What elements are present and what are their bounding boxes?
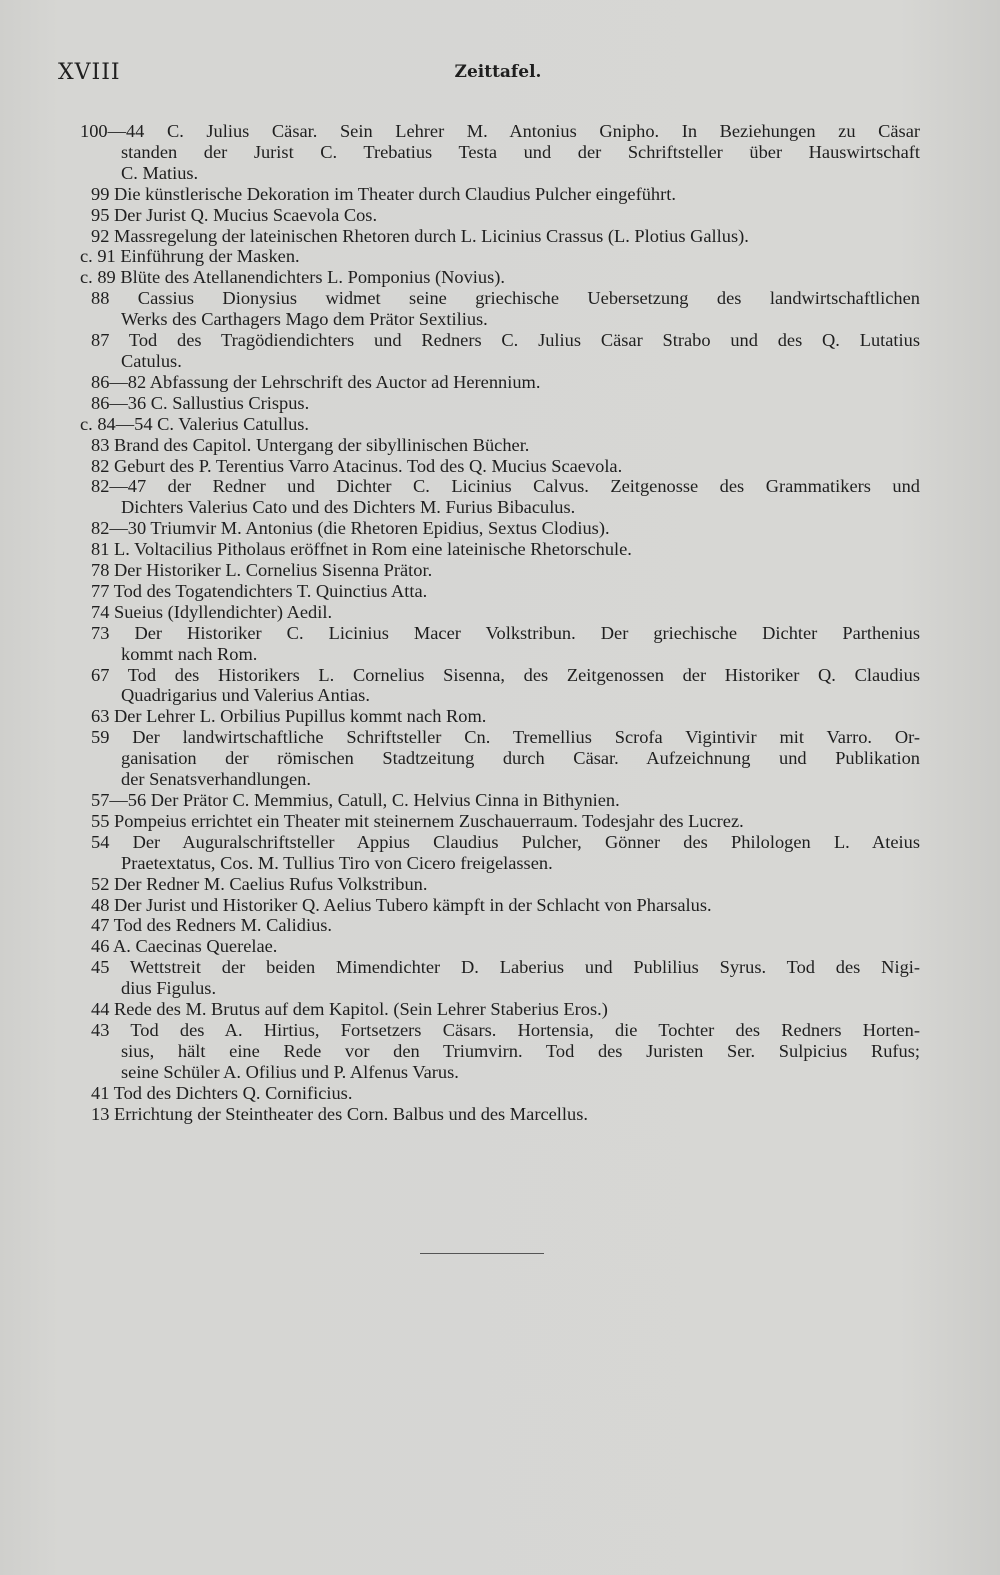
entry-line: 77 Tod des Togatendichters T. Quinctius Atta. bbox=[91, 580, 428, 601]
timeline-entries bbox=[80, 121, 920, 1125]
timeline-entry bbox=[80, 246, 920, 267]
entry-line: 41 Tod des Dichters Q. Cornificius. bbox=[91, 1082, 353, 1103]
timeline-entry bbox=[80, 476, 920, 518]
entry-continuation-line: kommt nach Rom. bbox=[121, 643, 258, 664]
entry-line: 82—30 Triumvir M. Antonius (die Rhetoren Epidius, Sextus Clodius). bbox=[91, 518, 610, 539]
timeline-entry bbox=[80, 1083, 920, 1104]
page-header bbox=[58, 60, 938, 92]
entry-line: 82 Geburt des P. Terentius Varro Atacinus. Tod des Q. Mucius Scaevola. bbox=[91, 455, 623, 476]
entry-continuation-line: Dichters Valerius Cato und des Dichters M. Furius Bibaculus. bbox=[121, 497, 576, 518]
entry-line: 95 Der Jurist Q. Mucius Scaevola Cos. bbox=[91, 204, 378, 225]
entry-line: 47 Tod des Redners M. Calidius. bbox=[91, 915, 333, 936]
timeline-entry bbox=[80, 915, 920, 936]
timeline-entry bbox=[80, 957, 920, 999]
entry-line: 57—56 Der Prätor C. Memmius, Catull, C. Helvius Cinna in Bithynien. bbox=[91, 790, 620, 810]
timeline-entry bbox=[80, 414, 920, 435]
entry-continuation-line: standen der Jurist C. Trebatius Testa und der Schriftsteller über Hauswirtschaft bbox=[121, 141, 920, 162]
entry-line: c. 91 Einführung der Masken. bbox=[80, 246, 300, 267]
timeline-entry bbox=[80, 999, 920, 1020]
timeline-entry bbox=[80, 435, 920, 456]
timeline-entry bbox=[80, 936, 920, 957]
timeline-entry bbox=[80, 393, 920, 414]
entry-continuation-line: Praetextatus, Cos. M. Tullius Tiro von Cicero freigelassen. bbox=[121, 852, 553, 873]
timeline-entry bbox=[80, 1020, 920, 1083]
entry-continuation-line: dius Figulus. bbox=[121, 978, 217, 999]
timeline-entry bbox=[80, 832, 920, 874]
timeline-entry bbox=[80, 665, 920, 707]
entry-continuation-line: sius, hält eine Rede vor den Triumvirn. Tod des Juristen Ser. Sulpicius Rufus; bbox=[121, 1040, 920, 1061]
timeline-entry bbox=[80, 790, 920, 811]
entry-line: 55 Pompeius errichtet ein Theater mit steinernem Zuschauerraum. Todesjahr des Lucrez. bbox=[91, 810, 744, 831]
running-title: Zeittafel. bbox=[454, 62, 542, 82]
entry-continuation-line: der Senatsverhandlungen. bbox=[121, 769, 311, 790]
entry-line: 63 Der Lehrer L. Orbilius Pupillus kommt nach Rom. bbox=[91, 706, 487, 727]
entry-line: 52 Der Redner M. Caelius Rufus Volkstribun. bbox=[91, 873, 428, 894]
entry-line: 46 A. Caecinas Querelae. bbox=[91, 936, 278, 957]
entry-line: 83 Brand des Capitol. Untergang der sibyllinischen Bücher. bbox=[91, 434, 530, 455]
entry-line: 86—82 Abfassung der Lehrschrift des Auctor ad Herennium. bbox=[91, 371, 541, 392]
entry-line: 67 Tod des Historikers L. Cornelius Sisenna, des Zeitgenossen der Historiker Q. Claudius bbox=[91, 664, 920, 685]
closing-rule bbox=[420, 1253, 544, 1254]
entry-line: 92 Massregelung der lateinischen Rhetoren durch L. Licinius Crassus (L. Plotius Gallus). bbox=[91, 225, 749, 246]
timeline-entry bbox=[80, 226, 920, 247]
entry-line: 86—36 C. Sallustius Crispus. bbox=[91, 392, 310, 413]
entry-line: 87 Tod des Tragödiendichters und Redners C. Julius Cäsar Strabo und des Q. Lutatius bbox=[91, 330, 920, 351]
timeline-entry bbox=[80, 205, 920, 226]
timeline-entry bbox=[80, 267, 920, 288]
entry-line: 48 Der Jurist und Historiker Q. Aelius Tubero kämpft in der Schlacht von Pharsalus. bbox=[91, 894, 712, 915]
entry-line: 99 Die künstlerische Dekoration im Theater durch Claudius Pulcher eingeführt. bbox=[91, 183, 676, 204]
entry-continuation-line: Werks des Carthagers Mago dem Prätor Sextilius. bbox=[121, 309, 488, 330]
timeline-entry bbox=[80, 330, 920, 372]
entry-continuation-line: seine Schüler A. Ofilius und P. Alfenus Varus. bbox=[121, 1061, 459, 1082]
timeline-entry bbox=[80, 456, 920, 477]
entry-line: 81 L. Voltacilius Pitholaus eröffnet in Rom eine lateinische Rhetorschule. bbox=[91, 539, 632, 560]
timeline-entry bbox=[80, 539, 920, 560]
timeline-entry bbox=[80, 895, 920, 916]
entry-line: 88 Cassius Dionysius widmet seine griechische Uebersetzung des landwirtschaftlichen bbox=[91, 288, 920, 309]
entry-line: 74 Sueius (Idyllendichter) Aedil. bbox=[91, 601, 333, 622]
timeline-entry bbox=[80, 727, 920, 790]
entry-continuation-line: Quadrigarius und Valerius Antias. bbox=[121, 685, 370, 706]
timeline-entry bbox=[80, 623, 920, 665]
entry-line: 73 Der Historiker C. Licinius Macer Volkstribun. Der griechische Dichter Parthenius bbox=[91, 622, 920, 643]
timeline-entry bbox=[80, 372, 920, 393]
entry-line: 82—47 der Redner und Dichter C. Licinius Calvus. Zeitgenosse des Grammatikers und bbox=[91, 476, 920, 497]
entry-line: c. 89 Blüte des Atellanendichters L. Pomponius (Novius). bbox=[80, 267, 505, 288]
entry-line: 59 Der landwirtschaftliche Schriftsteller Cn. Tremellius Scrofa Vigintivir mit Varro. Or- bbox=[91, 727, 920, 748]
timeline-entry bbox=[80, 560, 920, 581]
timeline-entry bbox=[80, 874, 920, 895]
entry-line: 13 Errichtung der Steintheater des Corn. Balbus und des Marcellus. bbox=[91, 1103, 588, 1124]
entry-line: 54 Der Auguralschriftsteller Appius Claudius Pulcher, Gönner des Philologen L. Ateius bbox=[91, 831, 920, 852]
timeline-entry bbox=[80, 706, 920, 727]
page-number: XVIII bbox=[58, 60, 121, 85]
entry-line: 100—44 C. Julius Cäsar. Sein Lehrer M. Antonius Gnipho. In Beziehungen zu Cäsar bbox=[80, 121, 920, 141]
timeline-entry bbox=[80, 518, 920, 539]
entry-line: c. 84—54 C. Valerius Catullus. bbox=[80, 413, 310, 434]
entry-continuation-line: Catulus. bbox=[121, 350, 182, 371]
entry-line: 44 Rede des M. Brutus auf dem Kapitol. (Sein Lehrer Staberius Eros.) bbox=[91, 999, 608, 1020]
entry-continuation-line: ganisation der römischen Stadtzeitung durch Cäsar. Aufzeichnung und Publikation bbox=[121, 748, 920, 769]
entry-line: 43 Tod des A. Hirtius, Fortsetzers Cäsars. Hortensia, die Tochter des Redners Horten- bbox=[91, 1019, 920, 1040]
entry-line: 45 Wettstreit der beiden Mimendichter D. Laberius und Publilius Syrus. Tod des Nigi- bbox=[91, 957, 920, 978]
entry-continuation-line: C. Matius. bbox=[121, 162, 199, 183]
timeline-entry bbox=[80, 184, 920, 205]
timeline-entry bbox=[80, 602, 920, 623]
entry-line: 78 Der Historiker L. Cornelius Sisenna Prätor. bbox=[91, 560, 433, 581]
timeline-entry bbox=[80, 581, 920, 602]
timeline-entry bbox=[80, 811, 920, 832]
timeline-entry bbox=[80, 1104, 920, 1125]
timeline-entry bbox=[80, 121, 920, 184]
timeline-entry bbox=[80, 288, 920, 330]
